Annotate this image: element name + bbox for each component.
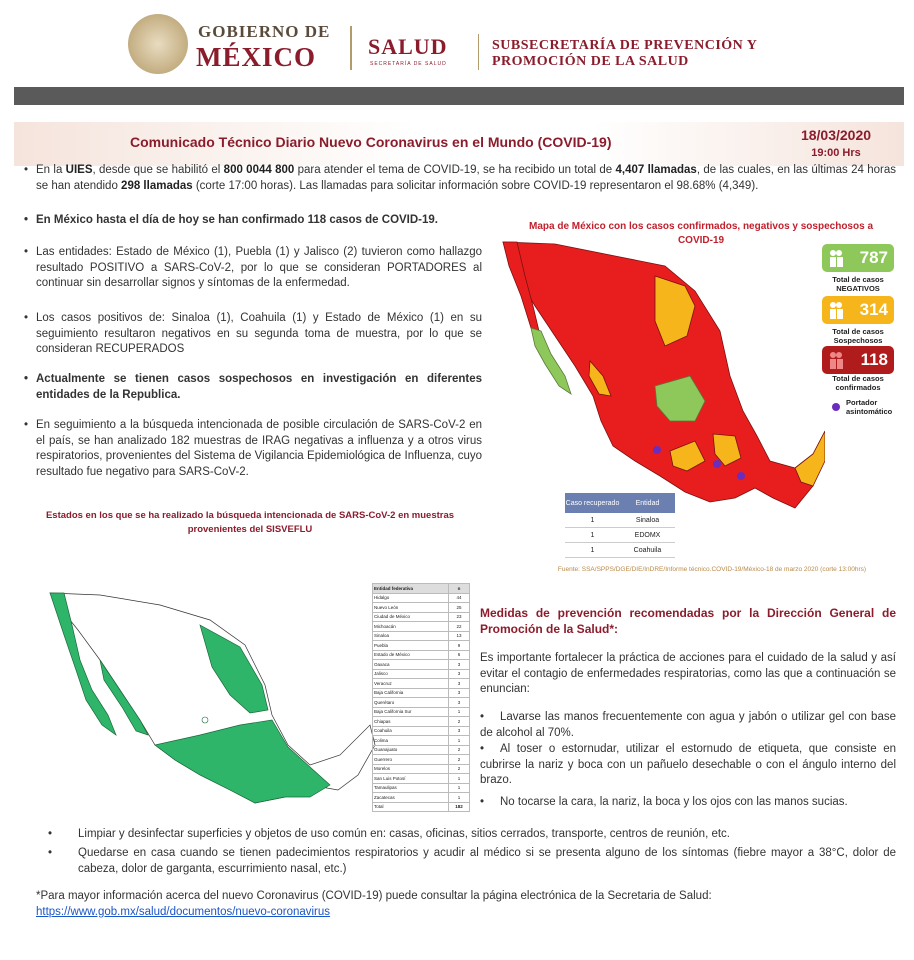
portador-label: Portador asintomático xyxy=(846,398,893,416)
table-header-row xyxy=(565,493,675,513)
table-row: Oaxaca 3 xyxy=(373,660,470,670)
confirmed-cases-paragraph: • En México hasta el día de hoy se han confirmado 118 casos de COVID-19. xyxy=(24,214,439,226)
carrier-dot-puebla xyxy=(737,472,745,480)
table-row: Guanajuato 2 xyxy=(373,745,470,755)
header-divider-2 xyxy=(478,34,479,70)
bottom-item: • Quedarse en casa cuando se tienen padecimientos respiratorios y acudir al médico si se presenta alguno de los síntomas (fiebre mayor a 38°C, dolor de cabeza, dolor de garganta, escurrimiento nasal, etc.) xyxy=(48,847,896,875)
map-island xyxy=(202,717,208,723)
table-header: Entidad federativa xyxy=(373,584,449,594)
sisveflu-map xyxy=(40,585,380,810)
page-title: Comunicado Técnico Diario Nuevo Coronavirus en el Mundo (COVID-19) xyxy=(130,134,612,150)
header-divider xyxy=(350,26,352,70)
table-row: Total 182 xyxy=(373,802,470,812)
cases-map xyxy=(495,236,825,536)
confirmados-label: Total de casos confirmados xyxy=(832,374,884,392)
header-gray-bar xyxy=(14,87,904,105)
medidas-item: • No tocarse la cara, la nariz, la boca y los ojos con las manos sucias. xyxy=(480,796,848,808)
recovered-paragraph: • Los casos positivos de: Sinaloa (1), Coahuila (1) y Estado de México (1) en su seguimiento resultaron negativos en su segunda toma de muestra, por lo que se consideran RECUPERADOS xyxy=(24,312,482,355)
table-row: Estado de México 6 xyxy=(373,650,470,660)
table-row: 1 Coahuila xyxy=(565,543,675,558)
table-header: Caso recuperado xyxy=(565,493,620,513)
footnote: *Para mayor información acerca del nuevo Coronavirus (COVID-19) puede consultar la página electrónica de la Secretaria de Salud: xyxy=(36,890,712,902)
uies-calls-paragraph: • En la UIES, desde que se habilitó el 800 0044 800 para atender el tema de COVID-19, se ha recibido un total de 4,407 llamadas, de las cuales, en las últimas 24 horas se han atendido 298 llamadas (corte 17:00 horas). Las llamadas para solicitar información sobre COVID-19 representaron el 98.68% (4,349). xyxy=(24,164,896,192)
table-row: Hidalgo 44 xyxy=(373,593,470,603)
portador-dot xyxy=(832,403,840,411)
report-time: 19:00 Hrs xyxy=(811,147,861,159)
medidas-item: • Al toser o estornudar, utilizar el estornudo de etiqueta, que consiste en cubrirse la nariz y boca con un pañuelo desechable o con el ángulo interno del brazo. xyxy=(480,743,896,786)
confirmados-badge: 118 xyxy=(822,346,894,374)
table-row: Nuevo León 25 xyxy=(373,603,470,613)
table-row: Sinaloa 13 xyxy=(373,631,470,641)
table-row: 1 Sinaloa xyxy=(565,513,675,528)
table-row: Guerrero 2 xyxy=(373,755,470,765)
recovered-table xyxy=(565,493,675,558)
table-row: Querétaro 3 xyxy=(373,698,470,708)
gobierno-de-label: GOBIERNO DE xyxy=(198,22,331,41)
sospechosos-label: Total de casos Sospechosos xyxy=(832,327,884,345)
medidas-intro: Es importante fortalecer la práctica de acciones para el cuidado de la salud y así evitar el contagio de enfermedades respiratorias, como las que a continuación se enuncian: xyxy=(480,652,896,695)
table-row: Veracruz 3 xyxy=(373,679,470,689)
salud-logo-text: SALUD xyxy=(368,34,448,59)
medidas-item: • Lavarse las manos frecuentemente con agua y jabón o utilizar gel con base de alcohol al 70%. xyxy=(480,711,896,739)
table-header: Entidad xyxy=(620,493,675,513)
table-row: Zacatecas 1 xyxy=(373,793,470,803)
table-row: San Luis Potosí 1 xyxy=(373,774,470,784)
secretaria-de-salud-label: SECRETARÍA DE SALUD xyxy=(370,61,447,67)
sospechosos-badge: 314 xyxy=(822,296,894,324)
table-row: Michoacán 22 xyxy=(373,622,470,632)
suspected-paragraph: • Actualmente se tienen casos sospechosos en investigación en diferentes entidades de la Republica. xyxy=(24,373,482,401)
source-note: Fuente: SSA/SPPS/DGE/DIE/InDRE/Informe técnico.COVID-19/México-18 de marzo 2020 (corte 13:00hrs) xyxy=(557,566,867,573)
table-header: n xyxy=(449,584,470,594)
carriers-paragraph: • Las entidades: Estado de México (1), Puebla (1) y Jalisco (2) tuvieron como hallazgo resultado POSITIVO a SARS-CoV-2, por lo que se consideran PORTADORES al continuar sin desarrollar signos y síntomas de la enfermedad. xyxy=(24,246,482,289)
group-icon xyxy=(828,248,844,268)
medidas-title: Medidas de prevención recomendadas por la Dirección General de Promoción de la Salud*: xyxy=(480,606,896,636)
coat-of-arms-seal xyxy=(128,14,188,74)
subsecretaria-label: SUBSECRETARÍA DE PREVENCIÓN Y PROMOCIÓN DE LA SALUD xyxy=(492,38,758,69)
report-date: 18/03/2020 xyxy=(800,127,872,143)
table-row: Puebla 9 xyxy=(373,641,470,651)
carrier-dot-edomex xyxy=(713,460,721,468)
negativos-label: Total de casos NEGATIVOS xyxy=(832,275,884,293)
nuevo-coronavirus-link[interactable]: https://www.gob.mx/salud/documentos/nuevo-coronavirus xyxy=(36,906,331,918)
table-row: Colima 1 xyxy=(373,736,470,746)
table-row: Coahuila 3 xyxy=(373,726,470,736)
table-row: Baja California 3 xyxy=(373,688,470,698)
table-header-row xyxy=(373,584,470,594)
table-row: Jalisco 3 xyxy=(373,669,470,679)
yucatan-region xyxy=(795,431,825,486)
carrier-dot-jalisco xyxy=(653,446,661,454)
group-icon xyxy=(828,300,844,320)
table-row: 1 EDOMX xyxy=(565,528,675,543)
sisveflu-section-title: Estados en los que se ha realizado la búsqueda intencionada de SARS-CoV-2 en muestras provenientes del SISVEFLU xyxy=(45,510,455,535)
sisveflu-paragraph: • En seguimiento a la búsqueda intencionada de posible circulación de SARS-CoV-2 en el país, se han analizado 182 muestras de IRAG negativas a influenza y a otros virus respiratorios, provenientes del Sistema de Vigilancia Epidemiológica de Influenza, cuyo resultado fue negativo para SARS-CoV-2. xyxy=(24,419,482,478)
table-row: Baja California Sur 1 xyxy=(373,707,470,717)
negativos-badge: 787 xyxy=(822,244,894,272)
table-row: Chiapas 2 xyxy=(373,717,470,727)
entities-table xyxy=(372,583,470,812)
map-caption: Mapa de México con los casos confirmados, negativos y sospechosos a COVID-19 xyxy=(529,221,873,246)
table-row: Tamaulipas 1 xyxy=(373,783,470,793)
table-row: Ciudad de México 23 xyxy=(373,612,470,622)
bottom-item: • Limpiar y desinfectar superficies y objetos de uso común en: casas, oficinas, sitios cerrados, transporte, centros de reunión, etc. xyxy=(48,828,730,840)
table-row: Morelos 2 xyxy=(373,764,470,774)
group-icon xyxy=(828,350,844,370)
mexico-label: MÉXICO xyxy=(196,42,316,72)
